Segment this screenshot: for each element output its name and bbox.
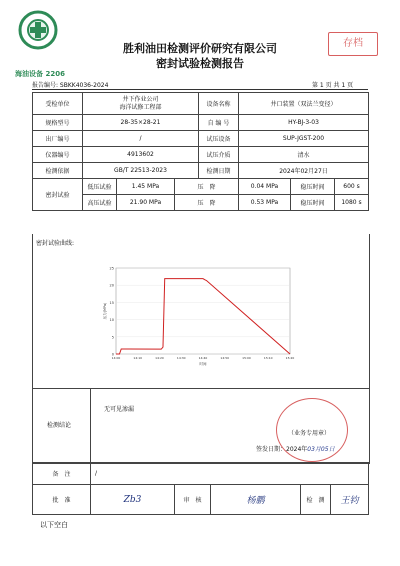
x-tick-label: 14:20 (155, 356, 164, 360)
chart-section-label: 密封试验曲线: (36, 240, 75, 247)
x-axis-label: 时间 (199, 362, 207, 366)
conclusion-text: 无可见渗漏 (104, 406, 135, 413)
inspector-label: 检 测 (301, 485, 331, 515)
test-device-value: SUP-JGST-200 (239, 131, 369, 147)
archive-stamp: 存档 (328, 32, 378, 56)
conclusion-divider (90, 388, 91, 462)
self-no-label: 自 编 号 (199, 115, 239, 131)
end-note: 以下空白 (40, 521, 68, 529)
header-rule (32, 89, 368, 90)
seal-note: （业务专用章） (288, 430, 331, 437)
review-signature: 杨鹏 (211, 485, 301, 515)
review-label: 审 核 (175, 485, 211, 515)
high-test-pressure: 21.90 MPa (117, 195, 175, 211)
seal-test-label: 密封试验 (33, 179, 83, 211)
report-title: 密封试验检测报告 (156, 57, 244, 70)
client-value: 井下作业公司 海洋试修工程部 (83, 93, 199, 115)
low-test-pressure: 1.45 MPa (117, 179, 175, 195)
x-tick-label: 14:10 (133, 356, 143, 360)
report-number: 报告编号: SBKK4036-2024 (32, 82, 109, 89)
page-info: 第 1 页 共 1 页 (312, 82, 354, 89)
meter-no-label: 仪器编号 (33, 147, 83, 163)
y-tick-label: 20 (109, 283, 114, 288)
date-value: 2024年02月27日 (239, 163, 369, 179)
low-test-hold: 600 s (335, 179, 369, 195)
low-test-hold-label: 稳压时间 (291, 179, 335, 195)
company-name: 胜利油田检测评价研究有限公司 (123, 42, 277, 55)
info-table (32, 92, 369, 211)
y-tick-label: 25 (109, 266, 114, 271)
x-tick-label: 14:40 (198, 356, 208, 360)
basis-value: GB/T 22513-2023 (83, 163, 199, 179)
y-tick-label: 10 (109, 318, 114, 323)
low-test-drop: 0.04 MPa (239, 179, 291, 195)
remark-value: / (91, 463, 369, 485)
high-test-drop-label: 压 降 (175, 195, 239, 211)
x-tick-label: 15:10 (263, 356, 273, 360)
x-tick-label: 14:50 (220, 356, 230, 360)
issue-date: 签发日期：2024年03月05日 (256, 446, 335, 453)
company-logo (8, 8, 68, 52)
factory-no-value: / (83, 131, 199, 147)
high-test-drop: 0.53 MPa (239, 195, 291, 211)
low-test-drop-label: 压 降 (175, 179, 239, 195)
spec-value: 28-35×28-21 (83, 115, 199, 131)
conclusion-label: 检测结论 (46, 422, 71, 429)
medium-value: 清水 (239, 147, 369, 163)
client-label: 受检单位 (33, 93, 83, 115)
plot-area (116, 268, 290, 354)
date-label: 检测日期 (199, 163, 239, 179)
y-tick-label: 0 (111, 352, 114, 357)
pressure-chart (100, 262, 300, 370)
approve-signature: Zb3 (91, 485, 175, 515)
high-test-hold: 1080 s (335, 195, 369, 211)
logo-caption: 海油设备 2206 (15, 70, 65, 78)
approve-label: 批 准 (33, 485, 91, 515)
inspector-signature: 王钧 (331, 485, 369, 515)
footer-table (32, 462, 369, 515)
y-axis-label: 压力(MPa) (103, 302, 107, 320)
x-tick-label: 14:30 (176, 356, 186, 360)
spec-label: 规格型号 (33, 115, 83, 131)
device-name-value: 井口装置（双法兰变径） (239, 93, 369, 115)
x-tick-label: 15:00 (242, 356, 251, 360)
y-tick-label: 15 (109, 300, 114, 305)
y-tick-label: 5 (111, 335, 114, 340)
x-tick-label: 14:00 (111, 356, 121, 360)
meter-no-value: 4913602 (83, 147, 199, 163)
remark-label: 备 注 (33, 463, 91, 485)
basis-label: 检测依据 (33, 163, 83, 179)
high-test-name: 高压试验 (83, 195, 117, 211)
low-test-name: 低压试验 (83, 179, 117, 195)
factory-no-label: 出厂编号 (33, 131, 83, 147)
medium-label: 试压介质 (199, 147, 239, 163)
x-tick-label: 15:20 (285, 356, 295, 360)
device-name-label: 设备名称 (199, 93, 239, 115)
self-no-value: HY-BJ-3-03 (239, 115, 369, 131)
test-device-label: 试压设备 (199, 131, 239, 147)
high-test-hold-label: 稳压时间 (291, 195, 335, 211)
